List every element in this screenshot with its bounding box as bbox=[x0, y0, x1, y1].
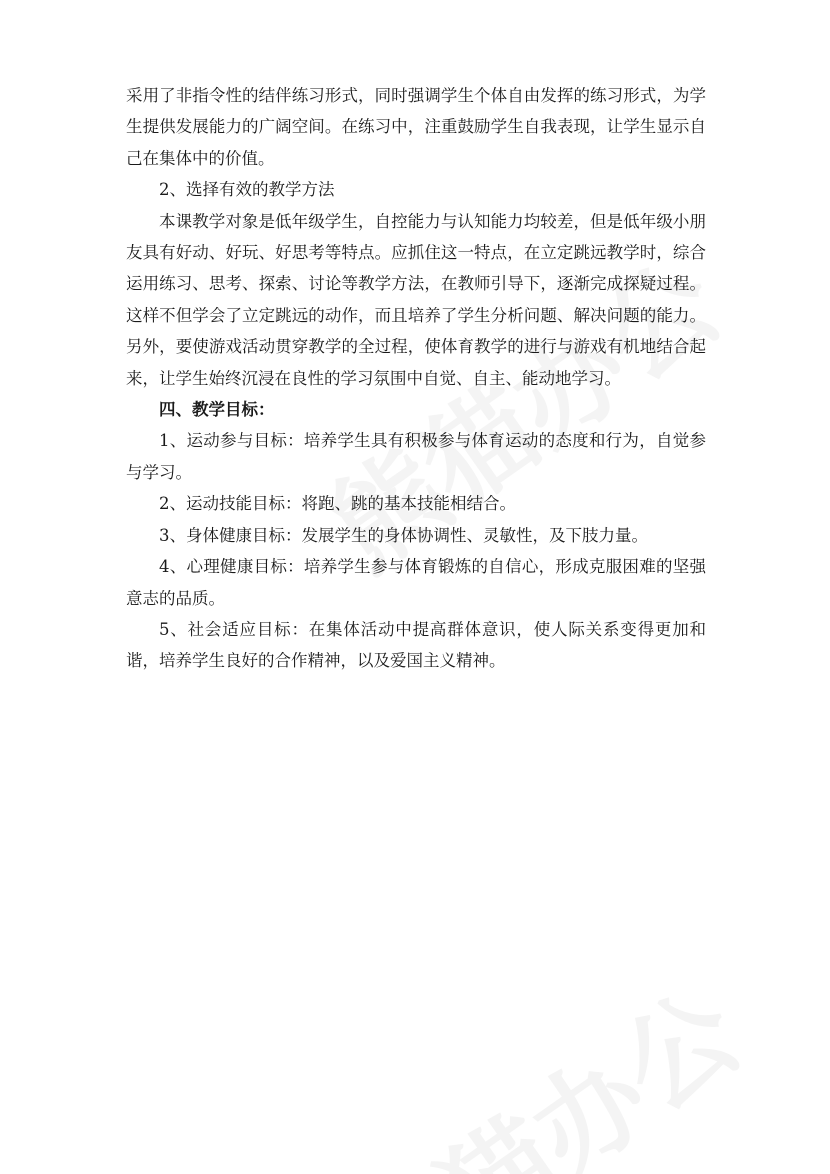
goal-item-social-adaptation: 5、社会适应目标：在集体活动中提高群体意识，使人际关系变得更加和谐，培养学生良好的合作精神，以及爱国主义精神。 bbox=[126, 619, 706, 671]
paragraph-practice-forms: 采用了非指令性的结伴练习形式，同时强调学生个体自由发挥的练习形式，为学生提供发展能力的广阔空间。在练习中，注重鼓励学生自我表现，让学生显示自己在集体中的价值。 bbox=[126, 86, 706, 168]
subheading-teaching-methods: 2、选择有效的教学方法 bbox=[159, 180, 335, 200]
goal-item-skills: 2、运动技能目标：将跑、跳的基本技能相结合。 bbox=[159, 494, 516, 514]
document-body bbox=[126, 80, 706, 677]
goal-item-participation: 1、运动参与目标：培养学生具有积极参与体育运动的态度和行为，自觉参与学习。 bbox=[126, 431, 706, 482]
goal-item-mental-health: 4、心理健康目标：培养学生参与体育锻炼的自信心，形成克服困难的坚强意志的品质。 bbox=[126, 557, 706, 608]
watermark bbox=[314, 948, 765, 1174]
goal-item-physical-health: 3、身体健康目标：发展学生的身体协调性、灵敏性，及下肢力量。 bbox=[159, 525, 648, 545]
paragraph-teaching-methods: 本课教学对象是低年级学生，自控能力与认知能力均较差，但是低年级小朋友具有好动、好玩、好思考等特点。应抓住这一特点，在立定跳远教学时，综合运用练习、思考、探索、讨论等教学方法，在教师引导下，逐渐完成探疑过程。这样不但学会了立定跳远的动作，而且培养了学生分析问题、解决问题的能力。另外，要使游戏活动贯穿教学的全过程，使体育教学的进行与游戏有机地结合起来，让学生始终沉浸在良性的学习氛围中自觉、自主、能动地学习。 bbox=[126, 211, 706, 388]
section-heading-teaching-goals: 四、教学目标： bbox=[159, 400, 275, 420]
